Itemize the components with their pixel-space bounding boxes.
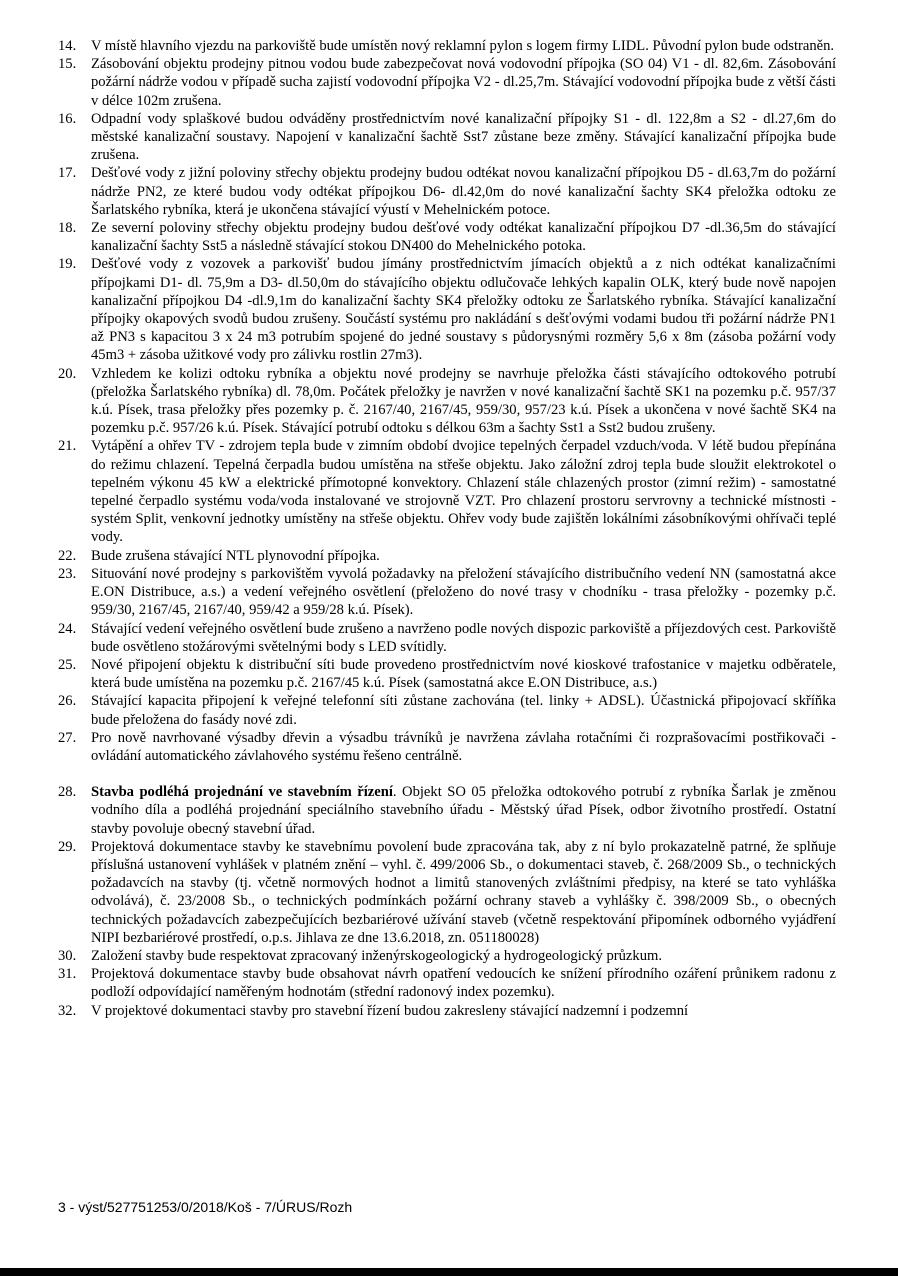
item-rest-text: . Objekt SO 05 přeložka odtokového potrubí z rybníka Šarlak je změnou vodního díla a podléhá projednání speciálního stavebního úřadu - Městský úřad Písek, odbor životního prostředí. Ostatní stavby povoluje obecný stavební úřad. bbox=[91, 784, 836, 837]
list-item bbox=[58, 729, 836, 765]
item-text: Nové připojení objektu k distribuční síti bude provedeno prostřednictvím nové kioskové trafostanice v majetku odběratele, která bude umístěna na pozemku p.č. 2167/45 k.ú. Písek (samostatná akce E.ON Distribuce, a.s.) bbox=[91, 656, 836, 692]
item-number: 24. bbox=[58, 620, 77, 637]
list-item bbox=[58, 547, 836, 565]
item-text: Bude zrušena stávající NTL plynovodní přípojka. bbox=[91, 547, 380, 564]
item-text: Založení stavby bude respektovat zpracovaný inženýrskogeologický a hydrogeologický průzkum. bbox=[91, 947, 663, 964]
item-text: Stávající vedení veřejného osvětlení bude zrušeno a navrženo podle nových dispozic parkoviště a příjezdových cest. Parkoviště bude osvětleno stožárovými světelnými body s LED svítidly. bbox=[91, 620, 836, 655]
item-number: 29. bbox=[58, 838, 77, 855]
item-number: 15. bbox=[58, 56, 77, 73]
list-item bbox=[58, 838, 836, 947]
item-bold-text: Stavba podléhá projednání ve stavebním řízení bbox=[91, 784, 393, 801]
item-number: 21. bbox=[58, 438, 77, 455]
list-item bbox=[58, 620, 836, 656]
item-number: 20. bbox=[58, 365, 77, 382]
item-number: 31. bbox=[58, 966, 77, 983]
item-text: Situování nové prodejny s parkovištěm vyvolá požadavky na přeložení stávajícího distribučního vedení NN (samostatná akce E.ON Distribuce, a.s.) a vedení veřejného osvětlení (přeloženo do nové trasy v chodníku - trasa přeložky - pozemky p.č. 959/30, 2167/45, 2167/40, 959/42 a 959/28 k.ú. Písek). bbox=[91, 565, 836, 619]
item-text: V projektové dokumentaci stavby pro stavební řízení budou zakresleny stávající nadzemní i podzemní bbox=[91, 1002, 689, 1019]
item-number: 30. bbox=[58, 947, 77, 964]
item-text: Projektová dokumentace stavby ke stavebnímu povolení bude zpracována tak, aby z ní bylo prokazatelně patrné, že splňuje příslušná ustanovení vyhlášek v platném znění – vyhl. č. 499/2006 Sb., o dokumentaci staveb, č. 268/2009 Sb., o technických požadavcích na stavby (tj. včetně normových hodnot a limitů stanovených zvláštními předpisy, na které se tato vyhláška odvolává), č. 23/2008 Sb., o technických podmínkách požární ochrany staveb a vyhlášky č. 398/2009 Sb., o obecných technických požadavcích zabezpečujících bezbariérové užívání staveb (včetně respektování připomínek odborného vyjádření NIPI bezbariérové prostředí, o.p.s. Jihlava ze dne 13.6.2018, zn. 051180028) bbox=[91, 838, 836, 946]
item-text: Dešťové vody z vozovek a parkovišť budou jímány prostřednictvím jímacích objektů a z nich odtékat kanalizačními přípojkami D1- dl. 75,9m a D3- dl.50,0m do stávajícího objektu odlučovače lehkých kapalin OLK, který bude nově napojen kanalizační přípojkou D4 -dl.9,1m do kanalizační šachty SK4 přeložky odtoku ze Šarlatského rybníka. Stávající kanalizační přípojky okapových svodů budou zrušeny. Součástí systému pro nakládání s dešťovými vodami budou tři požární nádrže PN1 až PN3 s kapacitou 3 x 24 m3 potrubím spojené do jedné soustavy s půdorysnými rozměry 5,6 x 8m (zásoba požární vody 45m3 + zásoba užitkové vody pro zálivku rostlin 27m3). bbox=[91, 256, 836, 364]
item-number: 32. bbox=[58, 1002, 77, 1019]
list-item bbox=[58, 55, 836, 110]
list-item bbox=[58, 783, 836, 838]
list-item bbox=[58, 692, 836, 728]
bottom-edge-bar bbox=[0, 1268, 898, 1276]
item-number: 22. bbox=[58, 547, 77, 564]
item-text: Zásobování objektu prodejny pitnou vodou bude zabezpečovat nová vodovodní přípojka (SO 04) V1 - dl. 82,6m. Zásobování požární nádrže vodou v případě sucha zajistí vodovodní přípojka V2 - dl.25,7m. Stávající vodovodní přípojka bude z větší části v délce 102m zrušena. bbox=[91, 56, 836, 109]
item-number: 23. bbox=[58, 565, 77, 582]
list-item bbox=[58, 110, 836, 165]
list-item bbox=[58, 219, 836, 255]
item-text: Dešťové vody z jižní poloviny střechy objektu prodejny budou odtékat novou kanalizační přípojkou D5 - dl.63,7m do požární nádrže PN2, ze které budou vody odtékat přípojkou D6- dl.42,0m do nové kanalizační šachty SK4 přeložka odtoku ze Šarlatského rybníka, která je ukončena stávající výustí v Mehelnickém potoce. bbox=[91, 165, 836, 218]
item-number: 27. bbox=[58, 729, 77, 746]
item-text: Pro nově navrhované výsadby dřevin a výsadbu trávníků je navržena závlaha rotačními či rozprašovacími postřikovači - ovládání automatického závlahového systému řešeno centrálně. bbox=[91, 729, 836, 764]
list-item bbox=[58, 164, 836, 219]
list-item bbox=[58, 656, 836, 692]
page-footer: 3 - výst/527751253/0/2018/Koš - 7/ÚRUS/Rozh bbox=[58, 1199, 353, 1215]
item-text: V místě hlavního vjezdu na parkoviště bude umístěn nový reklamní pylon s logem firmy LIDL. Původní pylon bude odstraněn. bbox=[91, 38, 835, 54]
item-text: Vzhledem ke kolizi odtoku rybníka a objektu nové prodejny se navrhuje přeložka části stávajícího odtokového potrubí (přeložka Šarlatského rybníka) dl. 78,0m. Počátek přeložky je navržen v nové kanalizační šachtě SK1 na pozemku p.č. 957/37 k.ú. Písek, trasa přeložky přes pozemky p. č. 2167/40, 2167/45, 959/30, 957/23 k.ú. Písek a ukončena v nové šachtě SK4 na pozemku p.č. 957/26 k.ú. Písek. Stávající potrubí odtoku s délkou 63m a šachty Sst1 a Sst2 budou zrušeny. bbox=[91, 365, 836, 437]
item-text: Stávající kapacita připojení k veřejné telefonní síti zůstane zachována (tel. linky + ADSL). Účastnická připojovací skříňka bude přeložena do fasády nové zdi. bbox=[91, 693, 836, 728]
item-number: 26. bbox=[58, 693, 77, 710]
list-item bbox=[58, 965, 836, 1001]
list-item bbox=[58, 565, 836, 620]
item-number: 25. bbox=[58, 656, 77, 673]
conditions-list bbox=[58, 37, 836, 1020]
item-number: 17. bbox=[58, 165, 77, 182]
item-number: 18. bbox=[58, 220, 77, 237]
item-text bbox=[91, 784, 836, 836]
list-item bbox=[58, 437, 836, 546]
item-text: Vytápění a ohřev TV - zdrojem tepla bude v zimním období dvojice tepelných čerpadel vzduch/voda. V létě budou přepínána do režimu chlazení. Tepelná čerpadla budou umístěna na střeše objektu. Jako záložní zdroj tepla bude sloužit elektrokotel o tepelném výkonu 45 kW a elektrické přímotopné konvektory. Chlazení stále chlazených prostor (zimní režim) - samostatné tepelné čerpadlo systému voda/voda instalované ve strojovně VZT. Pro chlazení prostoru servrovny a technické místnosti - systém Split, venkovní jednotky umístěny na střeše objektu. Ohřev vody bude zajištěn lokálními zásobníkovými ohřívači teplé vody. bbox=[91, 438, 836, 546]
list-item bbox=[58, 365, 836, 438]
list-item bbox=[58, 37, 836, 55]
item-number: 16. bbox=[58, 110, 77, 127]
item-number: 19. bbox=[58, 256, 77, 273]
list-item bbox=[58, 255, 836, 364]
item-text: Ze severní poloviny střechy objektu prodejny budou dešťové vody odtékat kanalizační přípojkou D7 -dl.36,5m do stávající kanalizační šachty Sst5 a následně stávající stokou DN400 do Mehelnického potoka. bbox=[91, 220, 836, 255]
item-text: Odpadní vody splaškové budou odváděny prostřednictvím nové kanalizační přípojky S1 - dl. 122,8m a S2 - dl.27,6m do městské kanalizační soustavy. Napojení v kanalizační šachtě Sst7 zůstane beze změny. Stávající kanalizační přípojka bude zrušena. bbox=[91, 110, 836, 164]
item-text: Projektová dokumentace stavby bude obsahovat návrh opatření vedoucích ke snížení přírodního ozáření průnikem radonu z podloží odpovídající naměřeným hodnotám (střední radonový index pozemku). bbox=[91, 966, 836, 1001]
list-item bbox=[58, 947, 836, 965]
item-number: 14. bbox=[58, 38, 77, 54]
list-item bbox=[58, 1002, 836, 1020]
item-number: 28. bbox=[58, 784, 77, 801]
